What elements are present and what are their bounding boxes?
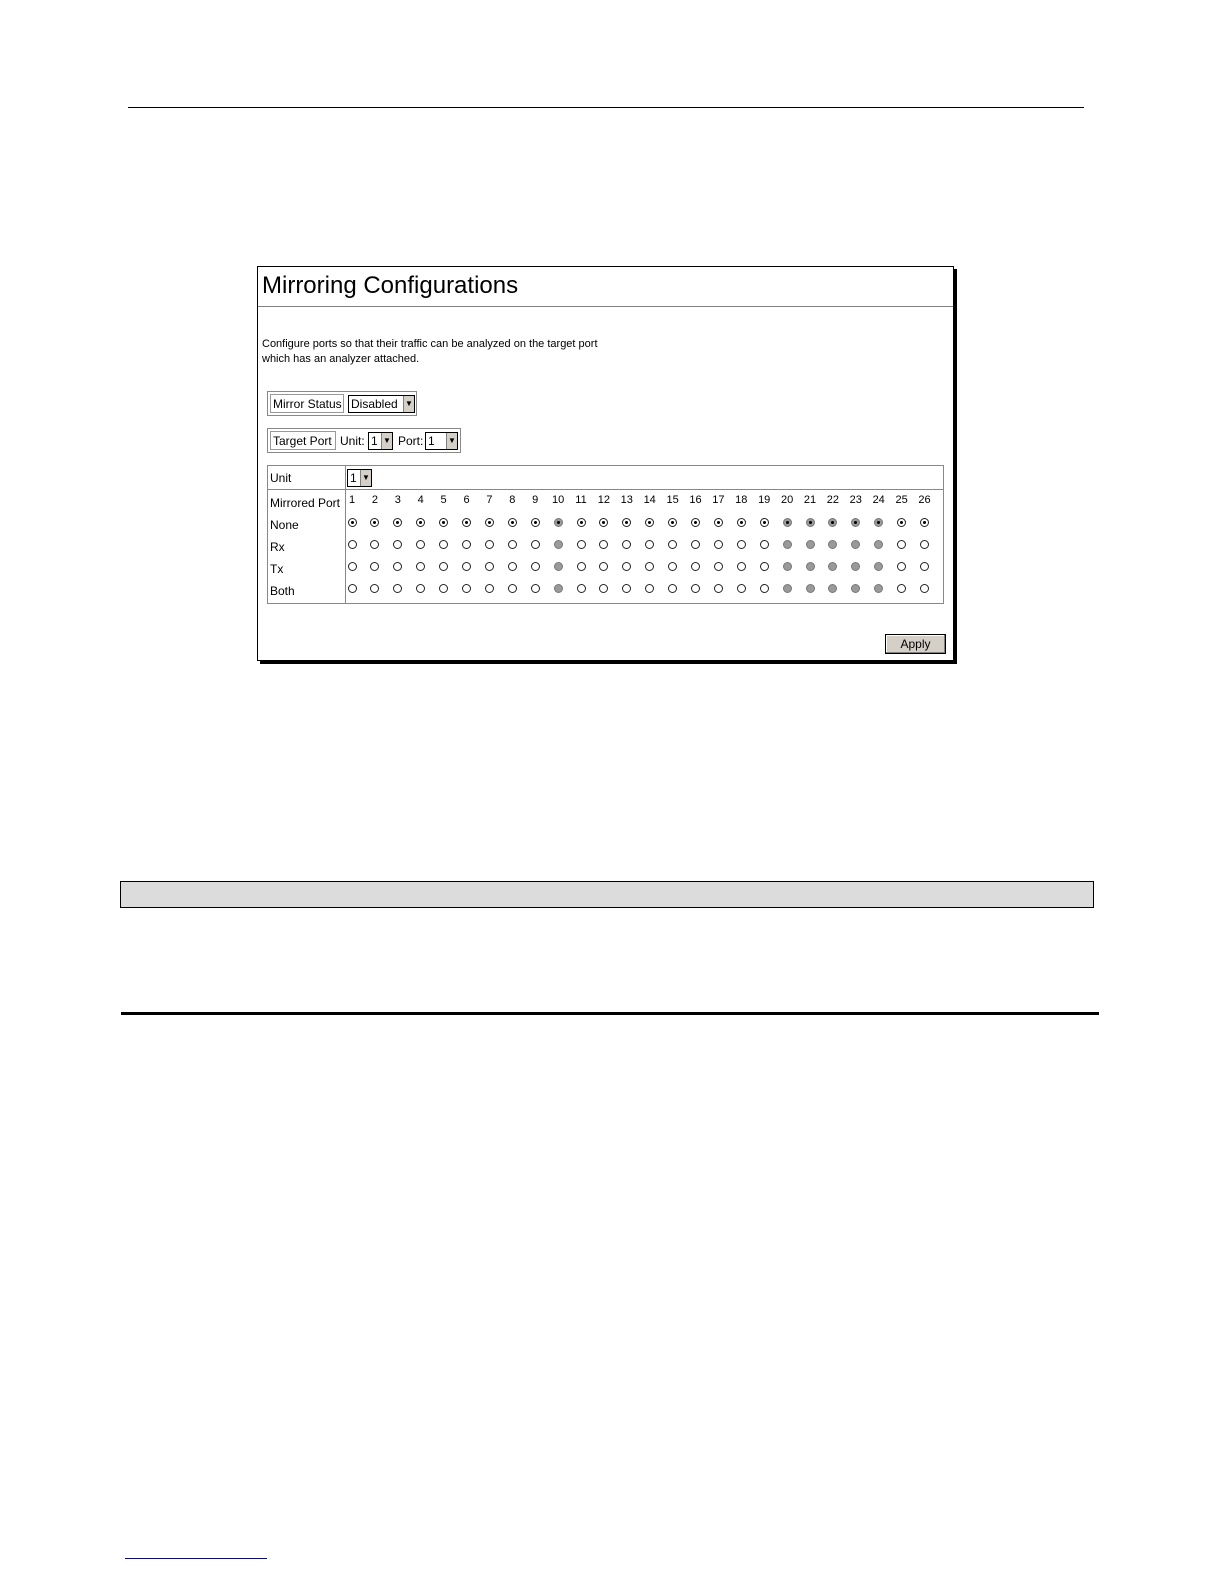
radio-port-8-none[interactable] bbox=[508, 518, 517, 527]
target-port-label: Target Port bbox=[270, 431, 336, 450]
radio-port-9-none[interactable] bbox=[531, 518, 540, 527]
radio-port-11-none[interactable] bbox=[577, 518, 586, 527]
radio-port-2-none[interactable] bbox=[370, 518, 379, 527]
description-line-2: which has an analyzer attached. bbox=[262, 353, 420, 365]
radio-port-11-tx[interactable] bbox=[577, 562, 586, 571]
radio-port-14-none[interactable] bbox=[645, 518, 654, 527]
radio-port-8-rx[interactable] bbox=[508, 540, 517, 549]
gray-divider-bar bbox=[120, 881, 1094, 908]
radio-port-20-both bbox=[783, 584, 792, 593]
port-number-12: 12 bbox=[597, 494, 611, 506]
radio-port-14-both[interactable] bbox=[645, 584, 654, 593]
radio-port-1-rx[interactable] bbox=[348, 540, 357, 549]
mode-label-rx: Rx bbox=[270, 540, 285, 554]
radio-port-19-tx[interactable] bbox=[760, 562, 769, 571]
radio-port-19-both[interactable] bbox=[760, 584, 769, 593]
radio-port-16-rx[interactable] bbox=[691, 540, 700, 549]
radio-port-11-rx[interactable] bbox=[577, 540, 586, 549]
port-number-13: 13 bbox=[620, 494, 633, 506]
radio-port-23-both bbox=[851, 584, 860, 593]
radio-port-15-both[interactable] bbox=[668, 584, 677, 593]
port-number-9: 9 bbox=[532, 494, 539, 506]
radio-port-26-tx[interactable] bbox=[920, 562, 929, 571]
unit-row-label: Unit bbox=[270, 471, 292, 485]
radio-port-25-none[interactable] bbox=[897, 518, 906, 527]
radio-port-23-rx bbox=[851, 540, 860, 549]
radio-port-16-both[interactable] bbox=[691, 584, 700, 593]
radio-port-16-none[interactable] bbox=[691, 518, 700, 527]
mirror-status-select[interactable] bbox=[348, 395, 415, 413]
mirror-status-group bbox=[267, 391, 417, 416]
port-number-23: 23 bbox=[849, 494, 862, 506]
radio-port-25-tx[interactable] bbox=[897, 562, 906, 571]
port-number-11: 11 bbox=[575, 494, 587, 506]
radio-port-23-none bbox=[851, 518, 860, 527]
radio-port-17-tx[interactable] bbox=[714, 562, 723, 571]
radio-port-26-none[interactable] bbox=[920, 518, 929, 527]
chevron-down-icon[interactable]: ▼ bbox=[381, 433, 392, 449]
radio-port-6-rx[interactable] bbox=[462, 540, 471, 549]
radio-port-13-rx[interactable] bbox=[622, 540, 631, 549]
radio-port-5-both[interactable] bbox=[439, 584, 448, 593]
radio-port-4-none[interactable] bbox=[416, 518, 425, 527]
radio-port-13-none[interactable] bbox=[622, 518, 631, 527]
radio-port-2-rx[interactable] bbox=[370, 540, 379, 549]
port-number-16: 16 bbox=[689, 494, 702, 506]
port-number-21: 21 bbox=[803, 494, 817, 506]
port-number-1: 1 bbox=[348, 494, 356, 506]
radio-port-6-both[interactable] bbox=[462, 584, 471, 593]
radio-port-17-none[interactable] bbox=[714, 518, 723, 527]
radio-port-6-tx[interactable] bbox=[462, 562, 471, 571]
target-port-value: 1 bbox=[428, 434, 435, 448]
radio-port-17-both[interactable] bbox=[714, 584, 723, 593]
radio-port-14-tx[interactable] bbox=[645, 562, 654, 571]
port-number-14: 14 bbox=[643, 494, 656, 506]
mirroring-configurations-panel bbox=[257, 266, 954, 661]
radio-port-26-both[interactable] bbox=[920, 584, 929, 593]
radio-port-23-tx bbox=[851, 562, 860, 571]
mirrored-port-table bbox=[267, 465, 944, 604]
port-number-19: 19 bbox=[758, 494, 771, 506]
radio-port-25-both[interactable] bbox=[897, 584, 906, 593]
mode-label-tx: Tx bbox=[270, 562, 284, 576]
port-number-10: 10 bbox=[551, 494, 565, 506]
port-number-24: 24 bbox=[872, 494, 885, 506]
page-description bbox=[262, 337, 662, 367]
radio-port-1-tx[interactable] bbox=[348, 562, 357, 571]
radio-port-24-none bbox=[874, 518, 883, 527]
radio-port-18-rx[interactable] bbox=[737, 540, 746, 549]
radio-port-9-rx[interactable] bbox=[531, 540, 540, 549]
radio-port-16-tx[interactable] bbox=[691, 562, 700, 571]
radio-port-5-rx[interactable] bbox=[439, 540, 448, 549]
radio-port-19-none[interactable] bbox=[760, 518, 769, 527]
radio-port-19-rx[interactable] bbox=[760, 540, 769, 549]
table-column-divider bbox=[345, 466, 346, 603]
mirror-status-value: Disabled bbox=[351, 397, 398, 411]
port-number-17: 17 bbox=[712, 494, 725, 506]
port-number-7: 7 bbox=[486, 494, 493, 506]
apply-button[interactable]: Apply bbox=[885, 634, 946, 654]
chevron-down-icon[interactable]: ▼ bbox=[403, 396, 414, 412]
table-unit-value: 1 bbox=[350, 471, 357, 485]
footer-link-underline bbox=[125, 1558, 267, 1559]
radio-port-8-both[interactable] bbox=[508, 584, 517, 593]
radio-port-2-tx[interactable] bbox=[370, 562, 379, 571]
target-port-group bbox=[267, 428, 461, 453]
radio-port-22-rx bbox=[828, 540, 837, 549]
page-title: Mirroring Configurations bbox=[262, 272, 519, 299]
radio-port-7-tx[interactable] bbox=[485, 562, 494, 571]
mode-label-none: None bbox=[270, 518, 299, 532]
port-number-20: 20 bbox=[780, 494, 794, 506]
radio-port-3-rx[interactable] bbox=[393, 540, 402, 549]
radio-port-20-none bbox=[783, 518, 792, 527]
radio-port-14-rx[interactable] bbox=[645, 540, 654, 549]
radio-port-24-rx bbox=[874, 540, 883, 549]
radio-port-7-rx[interactable] bbox=[485, 540, 494, 549]
port-number-18: 18 bbox=[735, 494, 748, 506]
target-port-number-label: Port: bbox=[398, 434, 424, 448]
page-header-rule bbox=[128, 107, 1084, 108]
radio-port-3-both[interactable] bbox=[393, 584, 402, 593]
radio-port-10-rx bbox=[554, 540, 563, 549]
port-number-22: 22 bbox=[826, 494, 840, 506]
radio-port-12-tx[interactable] bbox=[599, 562, 608, 571]
radio-port-10-both bbox=[554, 584, 563, 593]
radio-port-3-tx[interactable] bbox=[393, 562, 402, 571]
radio-port-15-rx[interactable] bbox=[668, 540, 677, 549]
radio-port-6-none[interactable] bbox=[462, 518, 471, 527]
radio-port-25-rx[interactable] bbox=[897, 540, 906, 549]
port-number-26: 26 bbox=[918, 494, 931, 506]
port-number-2: 2 bbox=[371, 494, 378, 506]
radio-port-15-none[interactable] bbox=[668, 518, 677, 527]
radio-port-21-tx bbox=[806, 562, 815, 571]
radio-port-12-none[interactable] bbox=[599, 518, 608, 527]
radio-port-21-both bbox=[806, 584, 815, 593]
radio-port-1-none[interactable] bbox=[348, 518, 357, 527]
radio-port-10-none bbox=[554, 518, 563, 527]
radio-port-9-tx[interactable] bbox=[531, 562, 540, 571]
radio-port-4-both[interactable] bbox=[416, 584, 425, 593]
radio-port-18-both[interactable] bbox=[737, 584, 746, 593]
radio-port-18-none[interactable] bbox=[737, 518, 746, 527]
radio-port-22-both bbox=[828, 584, 837, 593]
port-number-8: 8 bbox=[509, 494, 516, 506]
mirrored-port-header: Mirrored Port bbox=[270, 496, 341, 510]
target-unit-value: 1 bbox=[371, 434, 378, 448]
table-row-divider bbox=[268, 489, 943, 490]
radio-port-24-both bbox=[874, 584, 883, 593]
mode-label-both: Both bbox=[270, 584, 295, 598]
radio-port-12-rx[interactable] bbox=[599, 540, 608, 549]
radio-port-5-none[interactable] bbox=[439, 518, 448, 527]
radio-port-26-rx[interactable] bbox=[920, 540, 929, 549]
radio-port-17-rx[interactable] bbox=[714, 540, 723, 549]
page-footer-rule bbox=[121, 1012, 1099, 1015]
radio-port-3-none[interactable] bbox=[393, 518, 402, 527]
radio-port-13-both[interactable] bbox=[622, 584, 631, 593]
radio-port-22-tx bbox=[828, 562, 837, 571]
target-unit-label: Unit: bbox=[340, 434, 365, 448]
radio-port-10-tx bbox=[554, 562, 563, 571]
radio-port-8-tx[interactable] bbox=[508, 562, 517, 571]
radio-port-12-both[interactable] bbox=[599, 584, 608, 593]
radio-port-1-both[interactable] bbox=[348, 584, 357, 593]
target-unit-select[interactable] bbox=[368, 432, 393, 450]
radio-port-4-rx[interactable] bbox=[416, 540, 425, 549]
port-number-15: 15 bbox=[666, 494, 679, 506]
title-divider bbox=[258, 306, 953, 307]
port-number-4: 4 bbox=[417, 494, 424, 506]
radio-port-22-none bbox=[828, 518, 837, 527]
port-number-5: 5 bbox=[440, 494, 447, 506]
radio-port-24-tx bbox=[874, 562, 883, 571]
target-port-select[interactable] bbox=[425, 432, 458, 450]
radio-port-5-tx[interactable] bbox=[439, 562, 448, 571]
chevron-down-icon[interactable]: ▼ bbox=[446, 433, 457, 449]
radio-port-21-none bbox=[806, 518, 815, 527]
radio-port-15-tx[interactable] bbox=[668, 562, 677, 571]
radio-port-2-both[interactable] bbox=[370, 584, 379, 593]
radio-port-7-both[interactable] bbox=[485, 584, 494, 593]
radio-port-20-rx bbox=[783, 540, 792, 549]
description-line-1: Configure ports so that their traffic can be analyzed on the target port bbox=[262, 338, 598, 350]
radio-port-9-both[interactable] bbox=[531, 584, 540, 593]
radio-port-11-both[interactable] bbox=[577, 584, 586, 593]
radio-port-20-tx bbox=[783, 562, 792, 571]
port-number-25: 25 bbox=[895, 494, 908, 506]
radio-port-13-tx[interactable] bbox=[622, 562, 631, 571]
chevron-down-icon[interactable]: ▼ bbox=[360, 470, 371, 486]
radio-port-18-tx[interactable] bbox=[737, 562, 746, 571]
radio-port-4-tx[interactable] bbox=[416, 562, 425, 571]
table-unit-select[interactable] bbox=[347, 469, 372, 487]
radio-port-7-none[interactable] bbox=[485, 518, 494, 527]
radio-port-21-rx bbox=[806, 540, 815, 549]
port-number-6: 6 bbox=[463, 494, 470, 506]
mirror-status-label: Mirror Status bbox=[270, 394, 344, 413]
port-number-3: 3 bbox=[394, 494, 401, 506]
